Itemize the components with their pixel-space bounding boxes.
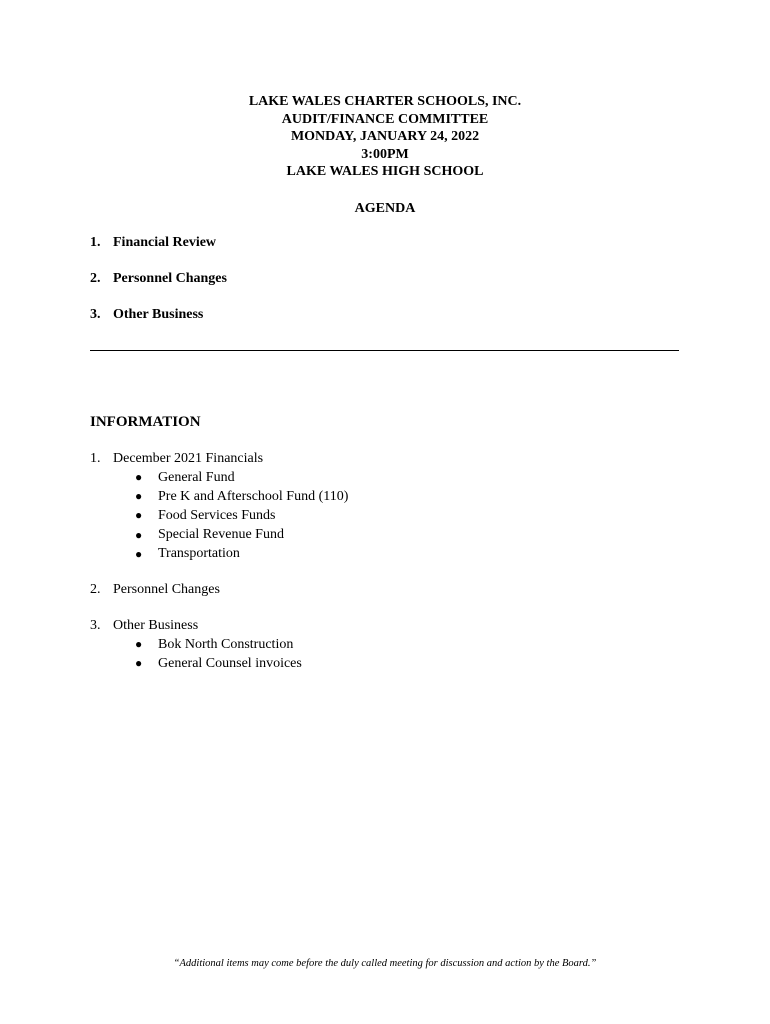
list-item	[90, 526, 348, 545]
org-name: LAKE WALES CHARTER SCHOOLS, INC.	[248, 94, 522, 109]
bullet-dot-icon: ●	[135, 489, 143, 504]
list-item	[90, 654, 302, 673]
list-item-label: Food Services Funds	[158, 507, 276, 523]
list-item-label: General Fund	[158, 469, 235, 485]
information-section-heading	[90, 580, 220, 599]
horizontal-divider	[90, 350, 679, 351]
information-section	[90, 616, 302, 673]
list-item	[90, 506, 348, 525]
list-item-label: Transportation	[158, 546, 240, 562]
list-item-label: Bok North Construction	[158, 636, 294, 652]
agenda-item	[90, 235, 227, 271]
information-title: INFORMATION	[90, 414, 201, 430]
agenda-item	[90, 307, 227, 343]
bullet-list	[90, 468, 348, 564]
section-number: 2.	[90, 581, 101, 597]
information-section-heading	[90, 616, 302, 635]
bullet-dot-icon: ●	[135, 527, 143, 542]
list-item	[90, 545, 348, 564]
list-item-label: Special Revenue Fund	[158, 527, 284, 543]
section-label: December 2021 Financials	[113, 450, 264, 466]
information-section	[90, 580, 220, 599]
agenda-item-number: 2.	[90, 271, 101, 286]
list-item-label: Pre K and Afterschool Fund (110)	[158, 488, 349, 504]
agenda-item-number: 3.	[90, 307, 101, 322]
section-number: 1.	[90, 450, 101, 466]
meeting-location: LAKE WALES HIGH SCHOOL	[286, 164, 484, 180]
agenda-list	[90, 235, 227, 343]
committee-name: AUDIT/FINANCE COMMITTEE	[281, 111, 489, 127]
bullet-dot-icon: ●	[135, 508, 143, 523]
bullet-dot-icon: ●	[135, 637, 143, 652]
agenda-item	[90, 271, 227, 307]
agenda-item-label: Financial Review	[113, 235, 217, 250]
section-number: 3.	[90, 617, 101, 633]
document-header	[0, 93, 770, 181]
list-item	[90, 487, 348, 506]
meeting-time: 3:00PM	[361, 146, 409, 162]
list-item	[90, 468, 348, 487]
agenda-item-label: Other Business	[113, 307, 204, 322]
bullet-dot-icon: ●	[135, 656, 143, 671]
section-label: Other Business	[113, 617, 199, 633]
information-section-heading	[90, 449, 348, 468]
footer-note: “Additional items may come before the duly called meeting for discussion and action by the Board.”	[173, 958, 597, 969]
list-item-label: General Counsel invoices	[158, 655, 302, 671]
agenda-title: AGENDA	[354, 201, 416, 216]
agenda-item-label: Personnel Changes	[113, 271, 227, 286]
agenda-item-number: 1.	[90, 235, 101, 250]
bullet-dot-icon: ●	[135, 546, 143, 561]
information-section	[90, 449, 348, 564]
bullet-dot-icon: ●	[135, 470, 143, 485]
section-label: Personnel Changes	[113, 581, 220, 597]
meeting-date: MONDAY, JANUARY 24, 2022	[290, 129, 480, 145]
bullet-list	[90, 635, 302, 673]
list-item	[90, 635, 302, 654]
